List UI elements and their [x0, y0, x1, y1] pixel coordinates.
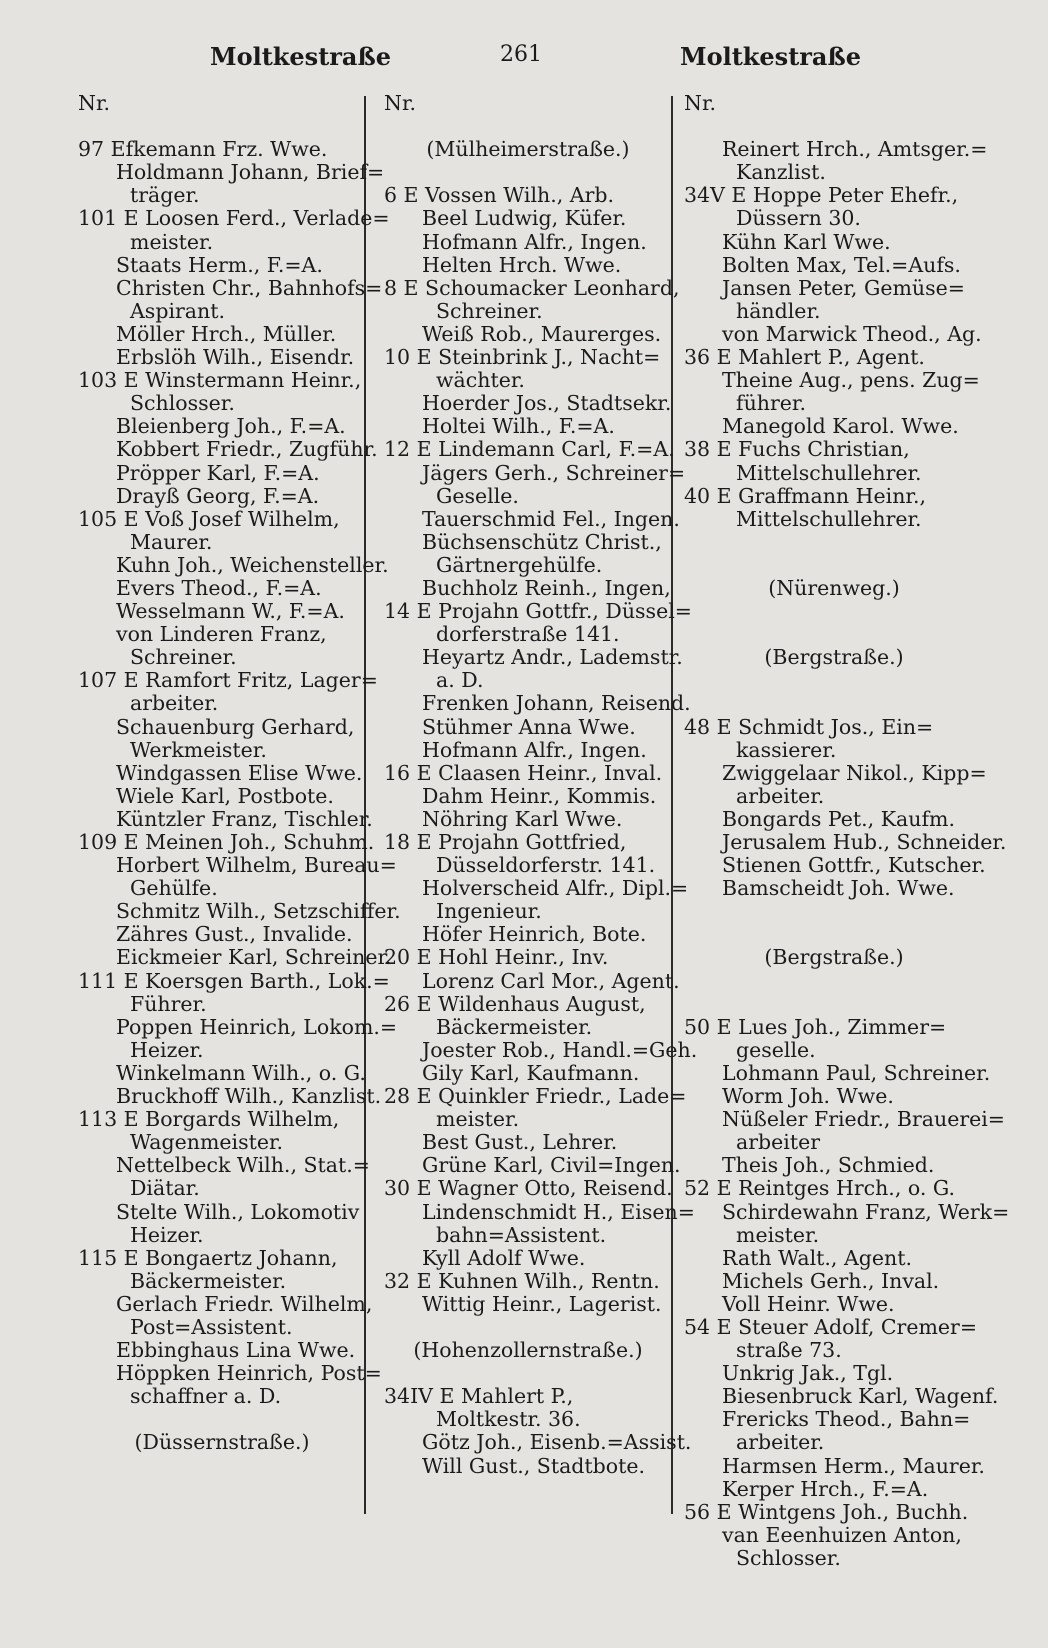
directory-entry-line: Schlosser. — [736, 1545, 841, 1570]
directory-entry-line: Nettelbeck Wilh., Stat.= — [116, 1153, 370, 1178]
directory-entry-line: Höfer Heinrich, Bote. — [422, 922, 647, 947]
directory-entry-line: Poppen Heinrich, Lokom.= — [116, 1014, 398, 1039]
directory-entry-line: Erbslöh Wilh., Eisendr. — [116, 345, 355, 370]
directory-entry-line: Bolten Max, Tel.=Aufs. — [722, 252, 961, 277]
blank-line — [78, 1408, 366, 1431]
directory-entry-line: Heyartz Andr., Lademstr. — [422, 645, 683, 670]
directory-entry-line: 10 E Steinbrink J., Nacht= — [384, 345, 661, 370]
directory-entry-line: Eickmeier Karl, Schreiner. — [116, 945, 392, 970]
directory-entry-line: Büchsenschütz Christ., — [422, 529, 662, 554]
directory-entry-line: Nr. — [684, 91, 717, 115]
directory-entry-line: Ingenieur. — [436, 899, 542, 924]
directory-entry-line: Zähres Gust., Invalide. — [116, 922, 353, 947]
directory-entry-line: Kerper Hrch., F.=A. — [722, 1476, 929, 1501]
directory-entry-line: 28 E Quinkler Friedr., Lade= — [384, 1084, 687, 1109]
directory-entry-line: händler. — [736, 298, 821, 323]
directory-entry-line: dorferstraße 141. — [436, 622, 620, 647]
directory-entry-line: Hofmann Alfr., Ingen. — [422, 229, 647, 254]
directory-entry-line: 103 E Winstermann Heinr., — [78, 368, 362, 393]
blank-line — [684, 600, 984, 623]
directory-entry-line: Holdmann Johann, Brief= — [116, 160, 385, 185]
directory-entry-line: Evers Theod., F.=A. — [116, 575, 322, 600]
directory-entry-line: Werkmeister. — [130, 737, 267, 762]
directory-entry-line: 115 E Bongaertz Johann, — [78, 1245, 338, 1270]
directory-entry-line: geselle. — [736, 1037, 816, 1062]
directory-entry-line: 109 E Meinen Joh., Schuhm. — [78, 830, 375, 854]
directory-entry-line: 18 E Projahn Gottfried, — [384, 830, 627, 854]
directory-entry-line: a. D. — [436, 668, 484, 693]
directory-entry-line: Heizer. — [130, 1222, 204, 1247]
directory-entry-line: Gärtnergehülfe. — [436, 552, 603, 577]
directory-entry-line: Lindenschmidt H., Eisen= — [422, 1199, 695, 1224]
directory-entry-line: Lohmann Paul, Schreiner. — [722, 1060, 991, 1085]
directory-entry-line: träger. — [130, 183, 200, 208]
directory-entry-line: Worm Joh. Wwe. — [722, 1084, 894, 1109]
directory-entry-line: 32 E Kuhnen Wilh., Rentn. — [384, 1268, 660, 1293]
directory-entry-line: Bongards Pet., Kaufm. — [722, 806, 955, 831]
directory-entry-line: Küntzler Franz, Tischler. — [116, 806, 373, 831]
directory-entry-line: 97 Efkemann Frz. Wwe. — [78, 137, 328, 162]
directory-entry-line: 16 E Claasen Heinr., Inval. — [384, 760, 663, 785]
directory-entry-line: 34IV E Mahlert P., — [384, 1384, 574, 1409]
directory-entry-line: 113 E Borgards Wilhelm, — [78, 1107, 340, 1132]
directory-entry-line: Schmitz Wilh., Setzschiffer. — [116, 899, 401, 924]
directory-entry-line: Drayß Georg, F.=A. — [116, 483, 320, 508]
directory-entry-line: Diätar. — [130, 1176, 200, 1201]
directory-entry-line: Stühmer Anna Wwe. — [422, 714, 636, 739]
blank-line — [384, 1316, 672, 1339]
directory-entry-line: Tauerschmid Fel., Ingen. — [422, 506, 680, 531]
directory-entry-line: Winkelmann Wilh., o. G. — [116, 1060, 366, 1085]
directory-entry-line: Bamscheidt Joh. Wwe. — [722, 876, 955, 901]
directory-entry-line: Wesselmann W., F.=A. — [116, 599, 345, 624]
directory-entry-line: 30 E Wagner Otto, Reisend. — [384, 1176, 673, 1201]
directory-entry-line: Bäckermeister. — [436, 1014, 593, 1039]
directory-entry-line: arbeiter. — [736, 783, 825, 808]
street-section-heading: (Mülheimerstraße.) — [426, 137, 630, 162]
directory-entry-line: bahn=Assistent. — [436, 1222, 607, 1247]
directory-entry-line: van Eeenhuizen Anton, — [722, 1522, 962, 1547]
directory-entry-line: Rath Walt., Agent. — [722, 1245, 912, 1270]
street-section-heading: (Düssernstraße.) — [134, 1430, 310, 1455]
street-section-heading: (Bergstraße.) — [764, 645, 904, 670]
directory-entry-line: Holtei Wilh., F.=A. — [422, 414, 615, 439]
blank-line — [684, 900, 984, 923]
directory-entry-line: Moltkestr. 36. — [436, 1407, 581, 1432]
directory-entry-line: arbeiter. — [130, 691, 219, 716]
directory-entry-line: Post=Assistent. — [130, 1314, 293, 1339]
directory-entry-line: Beel Ludwig, Küfer. — [422, 206, 627, 231]
directory-entry-line: Kuhn Joh., Weichensteller. — [116, 552, 389, 577]
directory-entry-line: Unkrig Jak., Tgl. — [722, 1361, 894, 1386]
blank-line — [684, 970, 984, 993]
directory-entry-line: 101 E Loosen Ferd., Verlade= — [78, 206, 390, 231]
directory-entry-line: Gehülfe. — [130, 876, 218, 901]
directory-entry-line: Staats Herm., F.=A. — [116, 252, 323, 277]
directory-entry-line: 107 E Ramfort Fritz, Lager= — [78, 668, 378, 693]
blank-line — [384, 1362, 672, 1385]
blank-line — [684, 554, 984, 577]
directory-entry-line: Theine Aug., pens. Zug= — [722, 368, 980, 393]
directory-entry-line: Wittig Heinr., Lagerist. — [422, 1291, 662, 1316]
directory-entry-line: Nöhring Karl Wwe. — [422, 806, 623, 831]
directory-entry-line: Jägers Gerh., Schreiner= — [422, 460, 686, 485]
directory-entry-line: 6 E Vossen Wilh., Arb. — [384, 183, 615, 208]
directory-entry-line: Düsseldorferstr. 141. — [436, 853, 656, 878]
directory-entry-line: Joester Rob., Handl.=Geh. — [422, 1037, 698, 1062]
directory-entry-line: 54 E Steuer Adolf, Cremer= — [684, 1314, 978, 1339]
page-number: 261 — [500, 42, 542, 67]
directory-entry-line: meister. — [436, 1107, 520, 1132]
directory-entry-line: Stelte Wilh., Lokomotiv — [116, 1199, 360, 1224]
directory-entry-line: Schauenburg Gerhard, — [116, 714, 355, 739]
directory-entry-line: Frenken Johann, Reisend. — [422, 691, 691, 716]
directory-entry-line: Gerlach Friedr. Wilhelm, — [116, 1291, 373, 1316]
directory-entry-line: Pröpper Karl, F.=A. — [116, 460, 320, 485]
directory-column-1 — [78, 91, 401, 1512]
blank-line — [684, 669, 984, 692]
directory-entry-line: 56 E Wintgens Joh., Buchh. — [684, 1499, 969, 1524]
blank-line — [684, 692, 984, 715]
directory-entry-line: Gily Karl, Kaufmann. — [422, 1060, 640, 1085]
blank-line — [684, 531, 984, 554]
directory-entry-line: Jansen Peter, Gemüse= — [722, 275, 965, 300]
directory-entry-line: 34V E Hoppe Peter Ehefr., — [684, 183, 959, 208]
directory-entry-line: Kyll Adolf Wwe. — [422, 1245, 586, 1270]
directory-entry-line: 40 E Graffmann Heinr., — [684, 483, 926, 508]
directory-entry-line: Möller Hrch., Müller. — [116, 321, 337, 346]
directory-entry-line: Düssern 30. — [736, 206, 861, 231]
directory-entry-line: 111 E Koersgen Barth., Lok.= — [78, 968, 390, 993]
directory-entry-line: Christen Chr., Bahnhofs= — [116, 275, 383, 300]
street-section-heading: (Hohenzollernstraße.) — [413, 1338, 643, 1363]
directory-entry-line: von Linderen Franz, — [116, 622, 327, 647]
directory-entry-line: Kanzlist. — [736, 160, 826, 185]
directory-entry-line: Nr. — [78, 91, 111, 115]
directory-entry-line: straße 73. — [736, 1338, 842, 1363]
directory-entry-line: 12 E Lindemann Carl, F.=A. — [384, 437, 675, 462]
header-left-title: Moltkestraße — [210, 42, 391, 71]
directory-entry-line: Reinert Hrch., Amtsger.= — [722, 137, 988, 162]
directory-entry-line: Bruckhoff Wilh., Kanzlist. — [116, 1084, 382, 1109]
directory-entry-line: Horbert Wilhelm, Bureau= — [116, 853, 397, 878]
street-section-heading: (Bergstraße.) — [764, 945, 904, 970]
page-header — [0, 42, 1048, 82]
directory-entry-line: Voll Heinr. Wwe. — [722, 1291, 895, 1316]
directory-entry-line: Dahm Heinr., Kommis. — [422, 783, 657, 808]
directory-entry-line: Schirdewahn Franz, Werk= — [722, 1199, 1010, 1224]
directory-entry-line: Lorenz Carl Mor., Agent. — [422, 968, 680, 993]
blank-line — [684, 923, 984, 946]
directory-entry-line: Windgassen Elise Wwe. — [116, 760, 363, 785]
directory-entry-line: Helten Hrch. Wwe. — [422, 252, 622, 277]
directory-entry-line: Kühn Karl Wwe. — [722, 229, 891, 254]
directory-entry-line: meister. — [736, 1222, 820, 1247]
directory-entry-line: Höppken Heinrich, Post= — [116, 1361, 382, 1386]
blank-line — [684, 115, 984, 138]
directory-entry-line: Schreiner. — [436, 298, 543, 323]
directory-entry-line: Bäckermeister. — [130, 1268, 287, 1293]
directory-entry-line: Harmsen Herm., Maurer. — [722, 1453, 985, 1478]
directory-entry-line: von Marwick Theod., Ag. — [722, 321, 982, 346]
directory-entry-line: führer. — [736, 391, 806, 416]
directory-entry-line: Michels Gerh., Inval. — [722, 1268, 940, 1293]
directory-entry-line: 20 E Hohl Heinr., Inv. — [384, 945, 609, 970]
directory-entry-line: Manegold Karol. Wwe. — [722, 414, 959, 439]
directory-entry-line: Stienen Gottfr., Kutscher. — [722, 853, 986, 878]
header-right-title: Moltkestraße — [680, 42, 861, 71]
blank-line — [384, 161, 672, 184]
directory-entry-line: Heizer. — [130, 1037, 204, 1062]
directory-entry-line: 36 E Mahlert P., Agent. — [684, 345, 925, 370]
directory-entry-line: Hofmann Alfr., Ingen. — [422, 737, 647, 762]
directory-entry-line: Wiele Karl, Postbote. — [116, 783, 334, 808]
directory-entry-line: meister. — [130, 229, 214, 254]
directory-entry-line: 38 E Fuchs Christian, — [684, 437, 910, 462]
directory-entry-line: Jerusalem Hub., Schneider. — [722, 830, 1007, 854]
directory-entry-line: wächter. — [436, 368, 525, 393]
directory-entry-line: Schlosser. — [130, 391, 235, 416]
street-section-heading: (Nürenweg.) — [768, 575, 900, 600]
directory-entry-line: Nr. — [384, 91, 417, 115]
directory-entry-line: Führer. — [130, 991, 207, 1016]
directory-entry-line: 48 E Schmidt Jos., Ein= — [684, 714, 934, 739]
blank-line — [684, 623, 984, 646]
directory-entry-line: Schreiner. — [130, 645, 237, 670]
directory-entry-line: Grüne Karl, Civil=Ingen. — [422, 1153, 681, 1178]
blank-line — [78, 115, 366, 138]
directory-column-2 — [384, 91, 698, 1512]
directory-entry-line: 26 E Wildenhaus August, — [384, 991, 646, 1016]
directory-entry-line: Kobbert Friedr., Zugführ. — [116, 437, 378, 462]
directory-entry-line: Aspirant. — [130, 298, 225, 323]
directory-entry-line: Holverscheid Alfr., Dipl.= — [422, 876, 689, 901]
directory-entry-line: Frericks Theod., Bahn= — [722, 1407, 971, 1432]
directory-entry-line: 52 E Reintges Hrch., o. G. — [684, 1176, 956, 1201]
directory-entry-line: arbeiter — [736, 1130, 821, 1155]
directory-entry-line: Will Gust., Stadtbote. — [422, 1453, 645, 1478]
directory-entry-line: 14 E Projahn Gottfr., Düssel= — [384, 599, 692, 624]
directory-entry-line: Mittelschullehrer. — [736, 460, 922, 485]
directory-entry-line: Geselle. — [436, 483, 519, 508]
directory-entry-line: Biesenbruck Karl, Wagenf. — [722, 1384, 999, 1409]
directory-entry-line: Theis Joh., Schmied. — [722, 1153, 935, 1178]
directory-entry-line: schaffner a. D. — [130, 1384, 282, 1409]
directory-entry-line: 8 E Schoumacker Leonhard, — [384, 275, 680, 300]
directory-entry-line: Götz Joh., Eisenb.=Assist. — [422, 1430, 692, 1455]
directory-entry-line: Mittelschullehrer. — [736, 506, 922, 531]
directory-entry-line: Best Gust., Lehrer. — [422, 1130, 618, 1155]
directory-entry-line: Hoerder Jos., Stadtsekr. — [422, 391, 672, 416]
directory-entry-line: Bleienberg Joh., F.=A. — [116, 414, 346, 439]
directory-entry-line: Wagenmeister. — [130, 1130, 284, 1155]
directory-entry-line: 105 E Voß Josef Wilhelm, — [78, 506, 340, 531]
directory-entry-line: 50 E Lues Joh., Zimmer= — [684, 1014, 947, 1039]
blank-line — [684, 993, 984, 1016]
directory-entry-line: kassierer. — [736, 737, 837, 762]
directory-entry-line: Ebbinghaus Lina Wwe. — [116, 1338, 356, 1363]
directory-entry-line: Nüßeler Friedr., Brauerei= — [722, 1107, 1005, 1132]
directory-entry-line: Buchholz Reinh., Ingen, — [422, 575, 671, 600]
directory-entry-line: arbeiter. — [736, 1430, 825, 1455]
directory-entry-line: Zwiggelaar Nikol., Kipp= — [722, 760, 987, 785]
directory-entry-line: Weiß Rob., Maurerges. — [422, 321, 662, 346]
directory-entry-line: Maurer. — [130, 529, 213, 554]
blank-line — [384, 115, 672, 138]
directory-column-3 — [684, 91, 1010, 1570]
